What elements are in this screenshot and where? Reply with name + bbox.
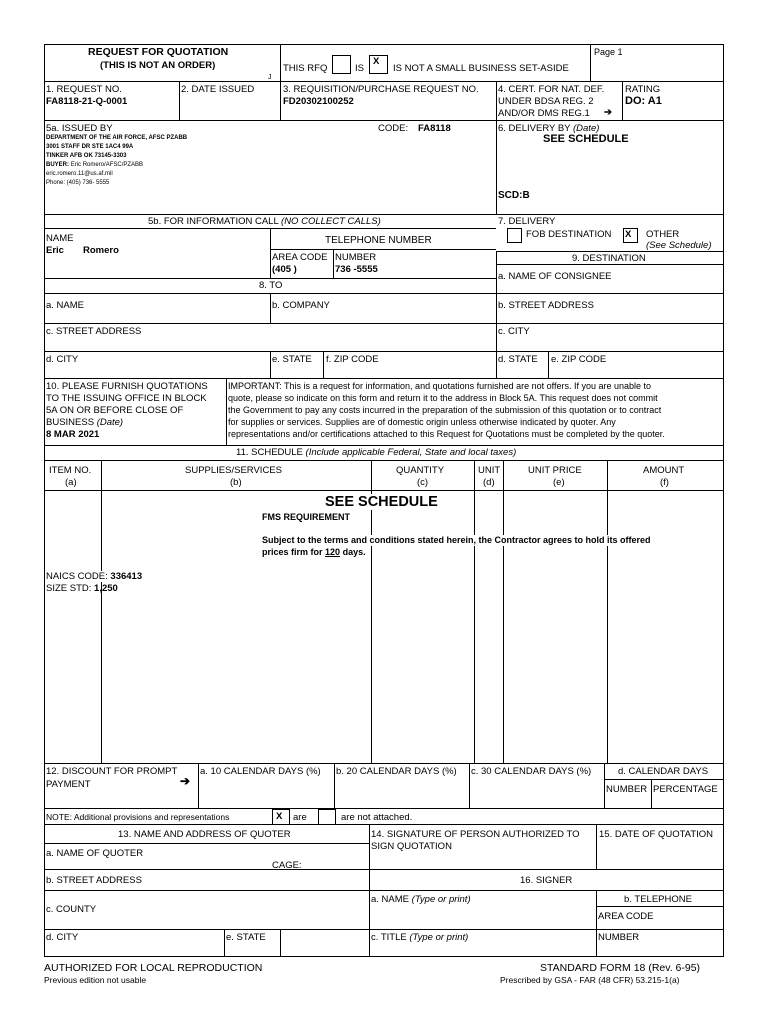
hold-days-value: 120 <box>325 547 341 557</box>
important-line-5: representations and/or certifications attached to this Request for Quotations must be completed by the quoter. <box>228 429 665 439</box>
col-unit-price-title: UNIT PRICE <box>528 465 582 476</box>
naics-line <box>46 571 142 582</box>
area-code-value: (405 ) <box>272 264 297 275</box>
divider <box>323 351 324 378</box>
important-line-4: for supplies or services. Supplies are of domestic origin unless otherwise indicated by quoter. Any <box>228 417 616 427</box>
signer-title-hint: (Type or print) <box>409 932 469 943</box>
col-item-sub: (a) <box>65 477 77 488</box>
quoter-heading: 13. NAME AND ADDRESS OF QUOTER <box>118 829 291 840</box>
col-unit-title: UNIT <box>478 465 501 476</box>
rfq-is-checkbox[interactable] <box>332 55 351 74</box>
size-std-label: SIZE STD: <box>46 583 92 594</box>
divider <box>44 120 724 121</box>
footer-previous-edition: Previous edition not usable <box>44 975 147 985</box>
quoter-street-label: b. STREET ADDRESS <box>46 875 142 886</box>
contact-first-name: Eric <box>46 245 64 256</box>
issuer-code-value: FA8118 <box>418 123 451 134</box>
fob-destination-checkbox[interactable] <box>507 228 522 243</box>
buyer-email: eric.romero.11@us.af.mil <box>46 171 113 177</box>
signer-title-label <box>371 932 468 943</box>
divider <box>44 293 724 294</box>
divider <box>496 251 497 378</box>
important-line-3: the Government to pay any costs incurred in the preparation of the submission of this quotation or to contract <box>228 405 662 415</box>
cert-line-2: UNDER BDSA REG. 2 <box>498 96 594 107</box>
contact-last-name: Romero <box>83 245 119 256</box>
small-business-label: IS NOT A SMALL BUSINESS SET-ASIDE <box>393 63 569 74</box>
divider <box>270 351 271 378</box>
footer-authorized: AUTHORIZED FOR LOCAL REPRODUCTION <box>44 962 263 974</box>
fob-destination-label: FOB DESTINATION <box>526 229 612 240</box>
cage-label: CAGE: <box>272 860 302 871</box>
divider <box>474 460 475 763</box>
divider <box>44 869 724 870</box>
col-amount-sub: (f) <box>660 477 669 488</box>
scd-value: SCD:B <box>498 190 530 201</box>
name-label: NAME <box>46 233 74 244</box>
info-call-label <box>148 216 381 227</box>
naics-value: 336413 <box>110 571 143 582</box>
issued-by-label: 5a. ISSUED BY <box>46 123 113 134</box>
discount-number: NUMBER <box>606 784 648 795</box>
divider <box>280 81 281 120</box>
form-title: REQUEST FOR QUOTATION <box>88 46 229 58</box>
furnish-line-3: 5A ON OR BEFORE CLOSE OF <box>46 405 184 416</box>
business-label: BUSINESS <box>46 417 95 428</box>
divider <box>496 251 724 252</box>
divider <box>496 81 497 214</box>
divider <box>604 779 724 780</box>
request-no-label: 1. REQUEST NO. <box>46 84 122 95</box>
divider <box>280 929 281 957</box>
important-line-1: IMPORTANT: This is a request for information, and quotations furnished are not offers. If you are unable to <box>228 381 652 391</box>
note-not-attached: are not attached. <box>341 812 413 823</box>
issuer-line-2: 3001 STAFF DR STE 1AC4 99A <box>46 144 134 150</box>
rating-label: RATING <box>625 84 661 95</box>
note-not-checkbox[interactable] <box>318 809 336 825</box>
discount-calendar-days: d. CALENDAR DAYS <box>618 766 709 777</box>
divider <box>226 378 227 445</box>
divider <box>44 490 724 491</box>
divider <box>280 44 281 81</box>
divider <box>333 249 334 278</box>
discount-label-2: PAYMENT <box>46 779 91 790</box>
this-rfq-label: THIS RFQ <box>283 63 328 74</box>
divider <box>607 460 608 763</box>
divider <box>590 44 591 81</box>
fms-requirement: FMS REQUIREMENT <box>262 512 351 522</box>
divider <box>44 824 724 825</box>
telephone-label: TELEPHONE NUMBER <box>325 235 432 246</box>
note-x-mark: X <box>276 811 283 822</box>
requisition-value: FD20302100252 <box>283 96 354 107</box>
page-number: Page 1 <box>594 47 623 57</box>
request-no-value: FA8118-21-Q-0001 <box>46 96 128 107</box>
quoter-city-label: d. CITY <box>46 932 79 943</box>
discount-30-days: c. 30 CALENDAR DAYS (%) <box>471 766 592 777</box>
arrow-icon: ➔ <box>604 107 612 118</box>
signature-line-2: SIGN QUOTATION <box>371 841 452 852</box>
discount-arrow-icon: ➔ <box>180 774 191 788</box>
divider <box>503 460 504 763</box>
issuer-code-label: CODE: <box>378 123 409 134</box>
size-std-value: 1,250 <box>94 583 118 594</box>
issuer-line-1: DEPARTMENT OF THE AIR FORCE, AFSC PZABB <box>46 135 188 141</box>
divider <box>44 323 724 324</box>
see-schedule-hint: (See Schedule) <box>646 240 712 251</box>
to-street-label: c. STREET ADDRESS <box>46 326 142 337</box>
furnish-line-1: 10. PLEASE FURNISH QUOTATIONS <box>46 381 208 392</box>
buyer-phone: Phone: (405) 736- 5555 <box>46 180 110 186</box>
divider <box>604 763 605 808</box>
requisition-label: 3. REQUISITION/PURCHASE REQUEST NO. <box>283 84 479 95</box>
divider <box>44 843 369 844</box>
col-unit-price-sub: (e) <box>553 477 565 488</box>
divider <box>44 351 724 352</box>
subject-days: days. <box>342 547 366 557</box>
j-marker: J <box>268 74 272 81</box>
furnish-line-2: TO THE ISSUING OFFICE IN BLOCK <box>46 393 207 404</box>
divider <box>44 214 724 215</box>
col-supplies-sub: (b) <box>230 477 242 488</box>
divider <box>44 929 724 930</box>
signature-line-1: 14. SIGNATURE OF PERSON AUTHORIZED TO <box>371 829 580 840</box>
is-label: IS <box>355 63 364 74</box>
size-std-line <box>46 583 118 594</box>
discount-label-1: 12. DISCOUNT FOR PROMPT <box>46 766 178 777</box>
quoter-state-label: e. STATE <box>226 932 266 943</box>
divider <box>44 278 496 279</box>
quotation-date-label: 15. DATE OF QUOTATION <box>599 829 714 840</box>
divider <box>44 460 724 461</box>
to-city-label: d. CITY <box>46 354 79 365</box>
divider <box>596 824 597 869</box>
note-are: are <box>293 812 307 823</box>
quoter-county-label: c. COUNTY <box>46 904 97 915</box>
divider <box>44 378 724 379</box>
signer-title-text: c. TITLE <box>371 932 407 943</box>
number-label: NUMBER <box>335 252 377 263</box>
dest-state-label: d. STATE <box>498 354 538 365</box>
signer-area-code-label: AREA CODE <box>598 911 654 922</box>
area-code-label: AREA CODE <box>272 252 328 263</box>
business-date-hint: (Date) <box>96 417 124 428</box>
dest-city-label: c. CITY <box>498 326 530 337</box>
issuer-line-3: TINKER AFB OK 73145-3303 <box>46 153 127 159</box>
col-quantity-title: QUANTITY <box>396 465 445 476</box>
to-zip-label: f. ZIP CODE <box>326 354 379 365</box>
buyer-label: BUYER: <box>46 162 70 168</box>
discount-20-days: b. 20 CALENDAR DAYS (%) <box>336 766 457 777</box>
to-label: 8. TO <box>259 280 283 291</box>
buyer-value: Eric Romero/AFSC/PZABB <box>70 162 144 168</box>
subject-line-1: Subject to the terms and conditions stated herein, the Contractor agrees to hold its offered <box>262 535 651 545</box>
divider <box>44 763 724 764</box>
divider <box>496 264 724 265</box>
divider <box>198 763 199 808</box>
signer-name-hint: (Type or print) <box>411 894 471 905</box>
see-schedule-heading: SEE SCHEDULE <box>325 494 438 510</box>
divider <box>44 808 724 809</box>
buyer-line <box>46 162 143 169</box>
info-call-text: 5b. FOR INFORMATION CALL <box>148 216 279 227</box>
quotation-due-date: 8 MAR 2021 <box>46 429 100 440</box>
consignee-label: a. NAME OF CONSIGNEE <box>498 271 612 282</box>
divider <box>44 890 724 891</box>
other-label: OTHER <box>646 229 680 240</box>
quoter-name-label: a. NAME OF QUOTER <box>46 848 144 859</box>
col-supplies-title: SUPPLIES/SERVICES <box>185 465 282 476</box>
dest-street-label: b. STREET ADDRESS <box>498 300 594 311</box>
footer-standard-form: STANDARD FORM 18 (Rev. 6-95) <box>540 962 701 974</box>
cert-line-1: 4. CERT. FOR NAT. DEF. <box>498 84 605 95</box>
divider <box>101 460 102 763</box>
no-collect-hint: (NO COLLECT CALLS) <box>281 216 381 227</box>
destination-label: 9. DESTINATION <box>572 253 646 264</box>
divider <box>622 81 623 120</box>
divider <box>224 929 225 957</box>
divider <box>179 81 180 120</box>
col-unit-sub: (d) <box>483 477 495 488</box>
divider <box>334 763 335 808</box>
footer-prescribed-by: Prescribed by GSA - FAR (48 CFR) 53.215-1(a) <box>500 975 680 985</box>
delivery-label: 7. DELIVERY <box>498 216 556 227</box>
col-quantity-sub: (c) <box>417 477 429 488</box>
divider <box>270 293 271 323</box>
delivery-by-text: 6. DELIVERY BY <box>498 123 571 134</box>
other-x-mark: X <box>625 229 632 240</box>
signer-telephone-label: b. TELEPHONE <box>624 894 692 905</box>
to-name-label: a. NAME <box>46 300 85 311</box>
divider <box>270 228 271 278</box>
form-subtitle: (THIS IS NOT AN ORDER) <box>100 60 216 71</box>
phone-number-value: 736 -5555 <box>335 264 378 275</box>
signer-label: 16. SIGNER <box>520 875 573 886</box>
note-text: NOTE: Additional provisions and representations <box>46 812 230 822</box>
divider <box>44 445 724 446</box>
divider <box>596 890 597 957</box>
delivery-by-value: SEE SCHEDULE <box>543 133 629 145</box>
divider <box>469 763 470 808</box>
to-state-label: e. STATE <box>272 354 312 365</box>
divider <box>596 906 724 907</box>
naics-label: NAICS CODE: <box>46 571 108 582</box>
cert-line-3: AND/OR DMS REG.1 <box>498 108 590 119</box>
checkbox-x-mark: X <box>373 56 380 67</box>
dest-zip-label: e. ZIP CODE <box>551 354 607 365</box>
important-line-2: quote, please so indicate on this form and return it to the address in Block 5A. This request does not commit <box>228 393 658 403</box>
schedule-label <box>236 447 516 458</box>
signer-number-label: NUMBER <box>598 932 640 943</box>
date-issued-label: 2. DATE ISSUED <box>181 84 255 95</box>
col-amount-title: AMOUNT <box>643 465 685 476</box>
signer-name-text: a. NAME <box>371 894 410 905</box>
divider <box>548 351 549 378</box>
divider <box>651 779 652 808</box>
to-company-label: b. COMPANY <box>272 300 330 311</box>
discount-10-days: a. 10 CALENDAR DAYS (%) <box>200 766 321 777</box>
discount-percentage: PERCENTAGE <box>653 784 718 795</box>
schedule-tax-hint: (Include applicable Federal, State and local taxes) <box>305 447 517 458</box>
delivery-by-date-hint: (Date) <box>573 123 600 134</box>
signer-name-label <box>371 894 471 905</box>
schedule-text: 11. SCHEDULE <box>236 447 303 458</box>
rating-value: DO: A1 <box>625 95 662 107</box>
col-item-title: ITEM NO. <box>49 465 92 476</box>
divider <box>270 249 496 250</box>
subject-prices-firm: prices firm for <box>262 547 323 557</box>
subject-line-2 <box>262 547 366 558</box>
furnish-line-4 <box>46 417 123 428</box>
